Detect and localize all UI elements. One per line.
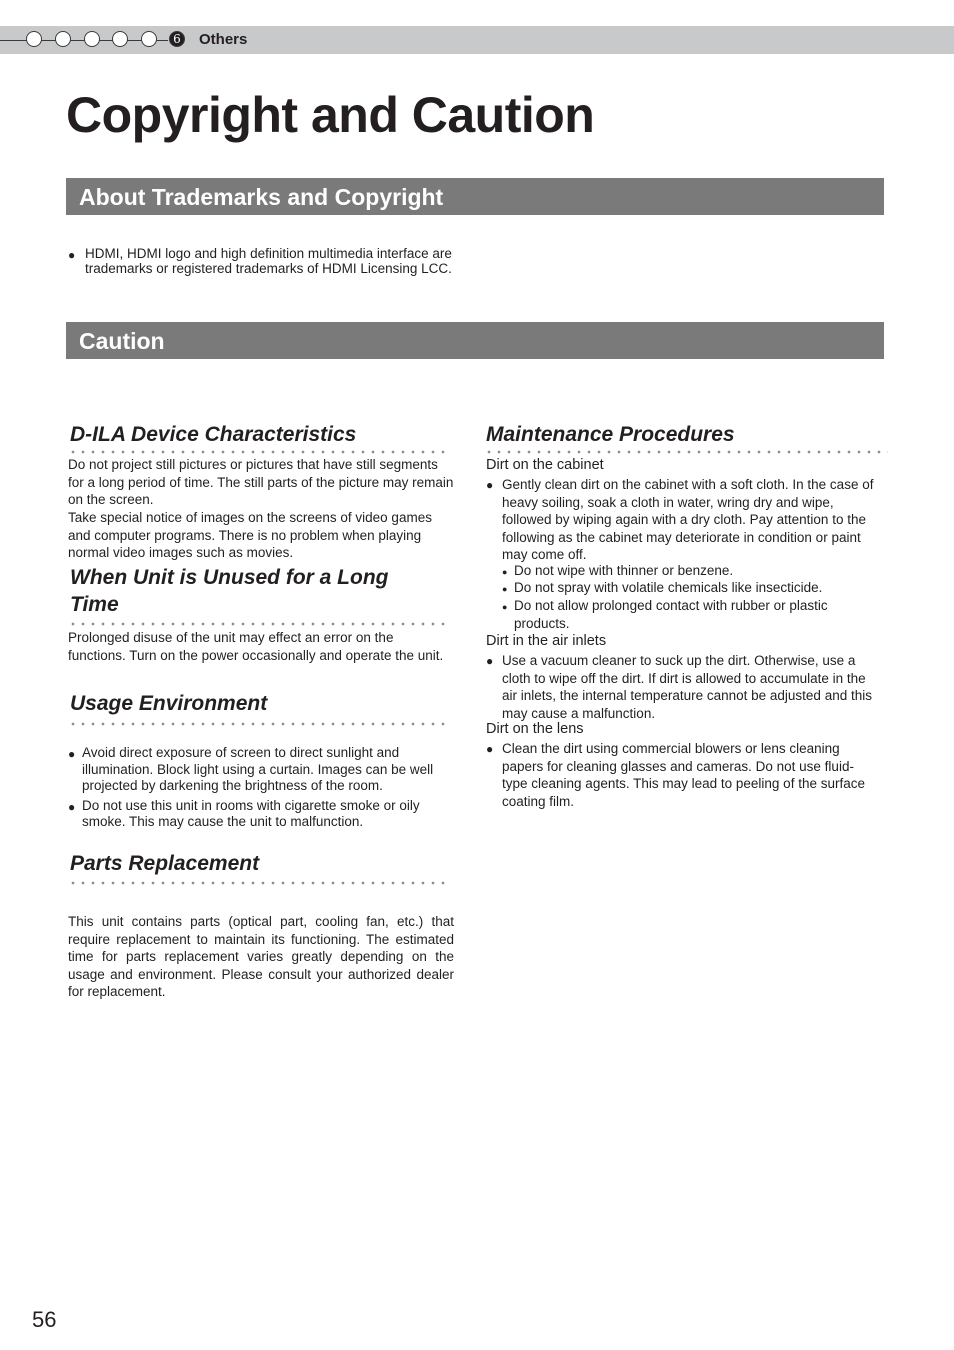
chapter-number-badge: 6 xyxy=(169,31,185,47)
sub-bullet-icon: ● xyxy=(502,567,508,577)
usage-bullet-2: Do not use this unit in rooms with cigarette smoke or oily smoke. This may cause the unit to malfunction. xyxy=(82,798,420,829)
sub-bullet-icon: ● xyxy=(502,602,508,612)
trademarks-heading: About Trademarks and Copyright xyxy=(66,178,884,215)
bullet-icon: ● xyxy=(486,478,494,492)
cabinet-bullet: Gently clean dirt on the cabinet with a soft cloth. In the case of heavy soiling, soak a cloth in water, wring dry and wipe, followed by wiping again with a dry cloth. Pay attention to the following as the cabinet may deteriorate in condition or paint may come off. xyxy=(502,477,874,563)
chapter-step-circle xyxy=(55,31,71,47)
chapter-step-circle xyxy=(26,31,42,47)
parts-heading: Parts Replacement xyxy=(70,852,260,875)
bullet-icon: ● xyxy=(68,800,76,814)
dila-heading: D-ILA Device Characteristics xyxy=(70,423,357,446)
bullet-icon: ● xyxy=(68,747,76,761)
sub-bullet-icon: ● xyxy=(502,584,508,594)
inlets-label: Dirt in the air inlets xyxy=(486,633,607,649)
dila-paragraph-1: Do not project still pictures or pictures that have still segments for a long period of time. The still parts of the picture may remain on the screen. xyxy=(68,457,454,508)
cabinet-sub-3: Do not allow prolonged contact with rubber or plastic products. xyxy=(514,598,828,631)
page-title: Copyright and Caution xyxy=(66,87,595,143)
unused-paragraph: Prolonged disuse of the unit may effect an error on the functions. Turn on the power occasionally and operate the unit. xyxy=(68,630,444,663)
dotted-rule xyxy=(68,722,450,726)
bullet-icon: ● xyxy=(486,742,494,756)
inlets-bullet: Use a vacuum cleaner to suck up the dirt. Otherwise, use a cloth to wipe off the dirt. If dirt is allowed to accumulate in the air inlets, the internal temperature cannot be adjusted and this may cause a malfunction. xyxy=(502,653,872,721)
cabinet-sub-2: Do not spray with volatile chemicals like insecticide. xyxy=(514,580,823,595)
bullet-icon: ● xyxy=(68,248,76,262)
dotted-rule xyxy=(68,881,450,885)
trademark-text: HDMI, HDMI logo and high definition multimedia interface are trademarks or registered trademarks of HDMI Licensing LCC. xyxy=(85,246,452,276)
cabinet-label: Dirt on the cabinet xyxy=(486,457,604,473)
usage-bullet-1: Avoid direct exposure of screen to direct sunlight and illumination. Block light using a curtain. Images can be well projected by darkening the brightness of the room. xyxy=(82,745,434,793)
page-number: 56 xyxy=(32,1307,57,1332)
section-label: Others xyxy=(199,31,248,48)
dila-paragraph-2: Take special notice of images on the screens of video games and computer programs. There is no problem when playing normal video images such as movies. xyxy=(68,510,432,561)
chapter-step-circle xyxy=(141,31,157,47)
caution-heading: Caution xyxy=(66,322,884,359)
unused-heading: When Unit is Unused for a Long Time xyxy=(70,566,389,616)
cabinet-sub-1: Do not wipe with thinner or benzene. xyxy=(514,563,734,578)
chapter-step-circle xyxy=(84,31,100,47)
dotted-rule xyxy=(68,450,450,454)
chapter-step-circle xyxy=(112,31,128,47)
dotted-rule xyxy=(68,622,450,626)
lens-label: Dirt on the lens xyxy=(486,721,584,737)
parts-paragraph: This unit contains parts (optical part, cooling fan, etc.) that require replacement to maintain its functioning. The estimated time for parts replacement varies greatly depending on the usage and environment. Please consult your authorized dealer for replacement. xyxy=(68,914,454,1000)
lens-bullet: Clean the dirt using commercial blowers or lens cleaning papers for cleaning glasses and cameras. Do not use fluid-type cleaning agents. This may lead to peeling of the surface coating film. xyxy=(502,741,865,809)
maintenance-heading: Maintenance Procedures xyxy=(486,423,735,446)
dotted-rule xyxy=(484,450,888,454)
bullet-icon: ● xyxy=(486,654,494,668)
usage-heading: Usage Environment xyxy=(70,692,268,715)
